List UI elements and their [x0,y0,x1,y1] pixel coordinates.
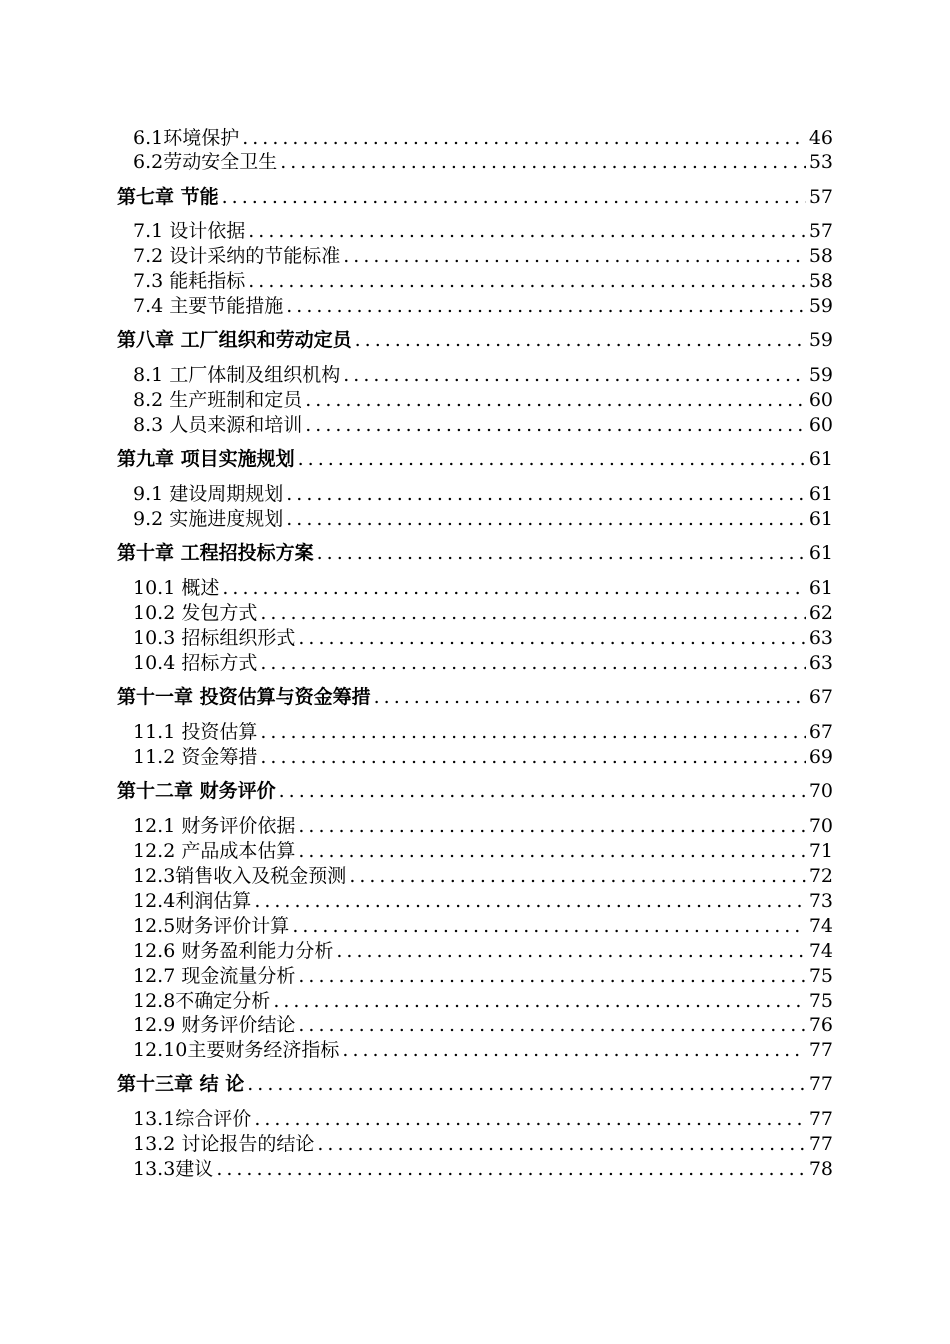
toc-section-entry[interactable] [133,150,833,174]
toc-entry-title: 7.2 设计采纳的节能标准 [133,245,341,267]
toc-section-entry[interactable] [133,1157,833,1181]
toc-entry-page-number: 59 [808,329,833,351]
dot-leader [317,1132,805,1156]
toc-section-entry[interactable] [133,294,833,318]
toc-entry-title: 第十一章 投资估算与资金筹措 [117,686,371,708]
dot-leader [298,964,805,988]
toc-entry-title: 12.9 财务评价结论 [133,1014,296,1036]
toc-entry-title: 第八章 工厂组织和劳动定员 [117,329,352,351]
toc-section-entry[interactable] [133,244,833,268]
toc-entry-page-number: 76 [808,1014,833,1036]
toc-entry-page-number: 70 [808,815,833,837]
toc-entry-page-number: 46 [808,127,833,149]
toc-entry-title: 第九章 项目实施规划 [117,448,295,470]
toc-entry-title: 12.4利润估算 [133,890,252,912]
toc-chapter-entry[interactable] [117,541,833,565]
toc-section-entry[interactable] [133,720,833,744]
toc-section-entry[interactable] [133,914,833,938]
toc-section-entry[interactable] [133,939,833,963]
dot-leader [349,864,806,888]
dot-leader [248,219,806,243]
toc-entry-title: 10.2 发包方式 [133,602,258,624]
toc-section-entry[interactable] [133,413,833,437]
toc-entry-title: 10.3 招标组织形式 [133,627,296,649]
dot-leader [222,185,806,209]
toc-chapter-entry[interactable] [117,685,833,709]
dot-leader [260,720,805,744]
dot-leader [343,363,806,387]
toc-entry-page-number: 58 [808,245,833,267]
dot-leader [247,1072,806,1096]
toc-section-entry[interactable] [133,219,833,243]
toc-entry-page-number: 61 [808,448,833,470]
toc-entry-page-number: 59 [808,364,833,386]
toc-entry-title: 11.2 资金筹措 [133,746,258,768]
toc-entry-title: 7.3 能耗指标 [133,270,246,292]
toc-entry-title: 11.1 投资估算 [133,721,258,743]
dot-leader [286,294,806,318]
toc-entry-page-number: 74 [808,915,833,937]
toc-entry-page-number: 77 [808,1073,833,1095]
toc-section-entry[interactable] [133,576,833,600]
toc-section-entry[interactable] [133,964,833,988]
toc-section-entry[interactable] [133,363,833,387]
toc-entry-page-number: 57 [808,186,833,208]
toc-entry-page-number: 78 [808,1158,833,1180]
toc-section-entry[interactable] [133,864,833,888]
toc-entry-title: 12.10主要财务经济指标 [133,1039,340,1061]
toc-section-entry[interactable] [133,1038,833,1062]
toc-entry-title: 8.1 工厂体制及组织机构 [133,364,341,386]
toc-entry-title: 12.2 产品成本估算 [133,840,296,862]
toc-entry-page-number: 57 [808,220,833,242]
toc-section-entry[interactable] [133,1107,833,1131]
toc-section-entry[interactable] [133,814,833,838]
dot-leader [292,914,806,938]
toc-chapter-entry[interactable] [117,779,833,803]
toc-section-entry[interactable] [133,388,833,412]
toc-entry-page-number: 69 [808,746,833,768]
dot-leader [298,839,805,863]
dot-leader [254,889,806,913]
dot-leader [298,1013,805,1037]
toc-section-entry[interactable] [133,651,833,675]
toc-section-entry[interactable] [133,839,833,863]
toc-section-entry[interactable] [133,601,833,625]
dot-leader [242,126,806,150]
toc-entry-title: 8.3 人员来源和培训 [133,414,303,436]
dot-leader [254,1107,806,1131]
toc-section-entry[interactable] [133,745,833,769]
dot-leader [298,626,805,650]
dot-leader [279,779,806,803]
toc-entry-title: 13.1综合评价 [133,1108,252,1130]
toc-entry-page-number: 77 [808,1133,833,1155]
dot-leader [260,745,805,769]
toc-section-entry[interactable] [133,269,833,293]
toc-entry-title: 10.1 概述 [133,577,220,599]
dot-leader [342,1038,805,1062]
toc-entry-page-number: 67 [808,721,833,743]
toc-entry-title: 6.1环境保护 [133,127,240,149]
toc-entry-page-number: 60 [808,414,833,436]
toc-entry-title: 7.1 设计依据 [133,220,246,242]
dot-leader [286,507,806,531]
toc-entry-title: 9.1 建设周期规划 [133,483,284,505]
dot-leader [260,601,805,625]
toc-entry-page-number: 61 [808,508,833,530]
toc-entry-page-number: 59 [808,295,833,317]
toc-entry-page-number: 73 [808,890,833,912]
toc-entry-title: 9.2 实施进度规划 [133,508,284,530]
toc-entry-title: 12.5财务评价计算 [133,915,290,937]
dot-leader [273,989,806,1013]
toc-entry-title: 7.4 主要节能措施 [133,295,284,317]
toc-entry-page-number: 70 [808,780,833,802]
toc-entry-page-number: 61 [808,483,833,505]
dot-leader [280,150,806,174]
toc-entry-title: 第七章 节能 [117,186,219,208]
toc-entry-title: 12.1 财务评价依据 [133,815,296,837]
toc-entry-page-number: 77 [808,1039,833,1061]
toc-section-entry[interactable] [133,1013,833,1037]
toc-entry-page-number: 60 [808,389,833,411]
toc-entry-page-number: 62 [808,602,833,624]
toc-section-entry[interactable] [133,1132,833,1156]
toc-entry-title: 12.8不确定分析 [133,990,271,1012]
dot-leader [336,939,805,963]
dot-leader [305,413,806,437]
toc-chapter-entry[interactable] [117,328,833,352]
toc-entry-page-number: 58 [808,270,833,292]
toc-entry-page-number: 74 [808,940,833,962]
toc-section-entry[interactable] [133,889,833,913]
toc-section-entry[interactable] [133,126,833,150]
toc-chapter-entry[interactable] [117,1072,833,1096]
toc-entry-title: 13.2 讨论报告的结论 [133,1133,315,1155]
dot-leader [298,447,806,471]
toc-entry-title: 12.3销售收入及税金预测 [133,865,347,887]
toc-section-entry[interactable] [133,626,833,650]
toc-section-entry[interactable] [133,507,833,531]
toc-entry-title: 第十三章 结 论 [117,1073,245,1095]
toc-chapter-entry[interactable] [117,185,833,209]
dot-leader [222,576,805,600]
dot-leader [305,388,806,412]
toc-entry-title: 13.3建议 [133,1158,214,1180]
toc-entry-page-number: 61 [808,577,833,599]
dot-leader [343,244,806,268]
dot-leader [260,651,805,675]
toc-entry-title: 第十章 工程招投标方案 [117,542,314,564]
toc-chapter-entry[interactable] [117,447,833,471]
toc-entry-title: 12.7 现金流量分析 [133,965,296,987]
dot-leader [298,814,805,838]
dot-leader [355,328,806,352]
toc-section-entry[interactable] [133,482,833,506]
toc-entry-page-number: 63 [808,652,833,674]
toc-entry-page-number: 72 [808,865,833,887]
toc-entry-title: 8.2 生产班制和定员 [133,389,303,411]
toc-section-entry[interactable] [133,989,833,1013]
toc-entry-title: 第十二章 财务评价 [117,780,276,802]
toc-entry-page-number: 61 [808,542,833,564]
dot-leader [286,482,806,506]
toc-entry-title: 10.4 招标方式 [133,652,258,674]
toc-entry-page-number: 77 [808,1108,833,1130]
toc-entry-title: 6.2劳动安全卫生 [133,151,278,173]
dot-leader [374,685,806,709]
dot-leader [216,1157,806,1181]
toc-entry-page-number: 63 [808,627,833,649]
toc-entry-title: 12.6 财务盈利能力分析 [133,940,334,962]
toc-entry-page-number: 53 [808,151,833,173]
toc-entry-page-number: 71 [808,840,833,862]
toc-entry-page-number: 67 [808,686,833,708]
toc-entry-page-number: 75 [808,990,833,1012]
dot-leader [317,541,806,565]
dot-leader [248,269,806,293]
toc-entry-page-number: 75 [808,965,833,987]
